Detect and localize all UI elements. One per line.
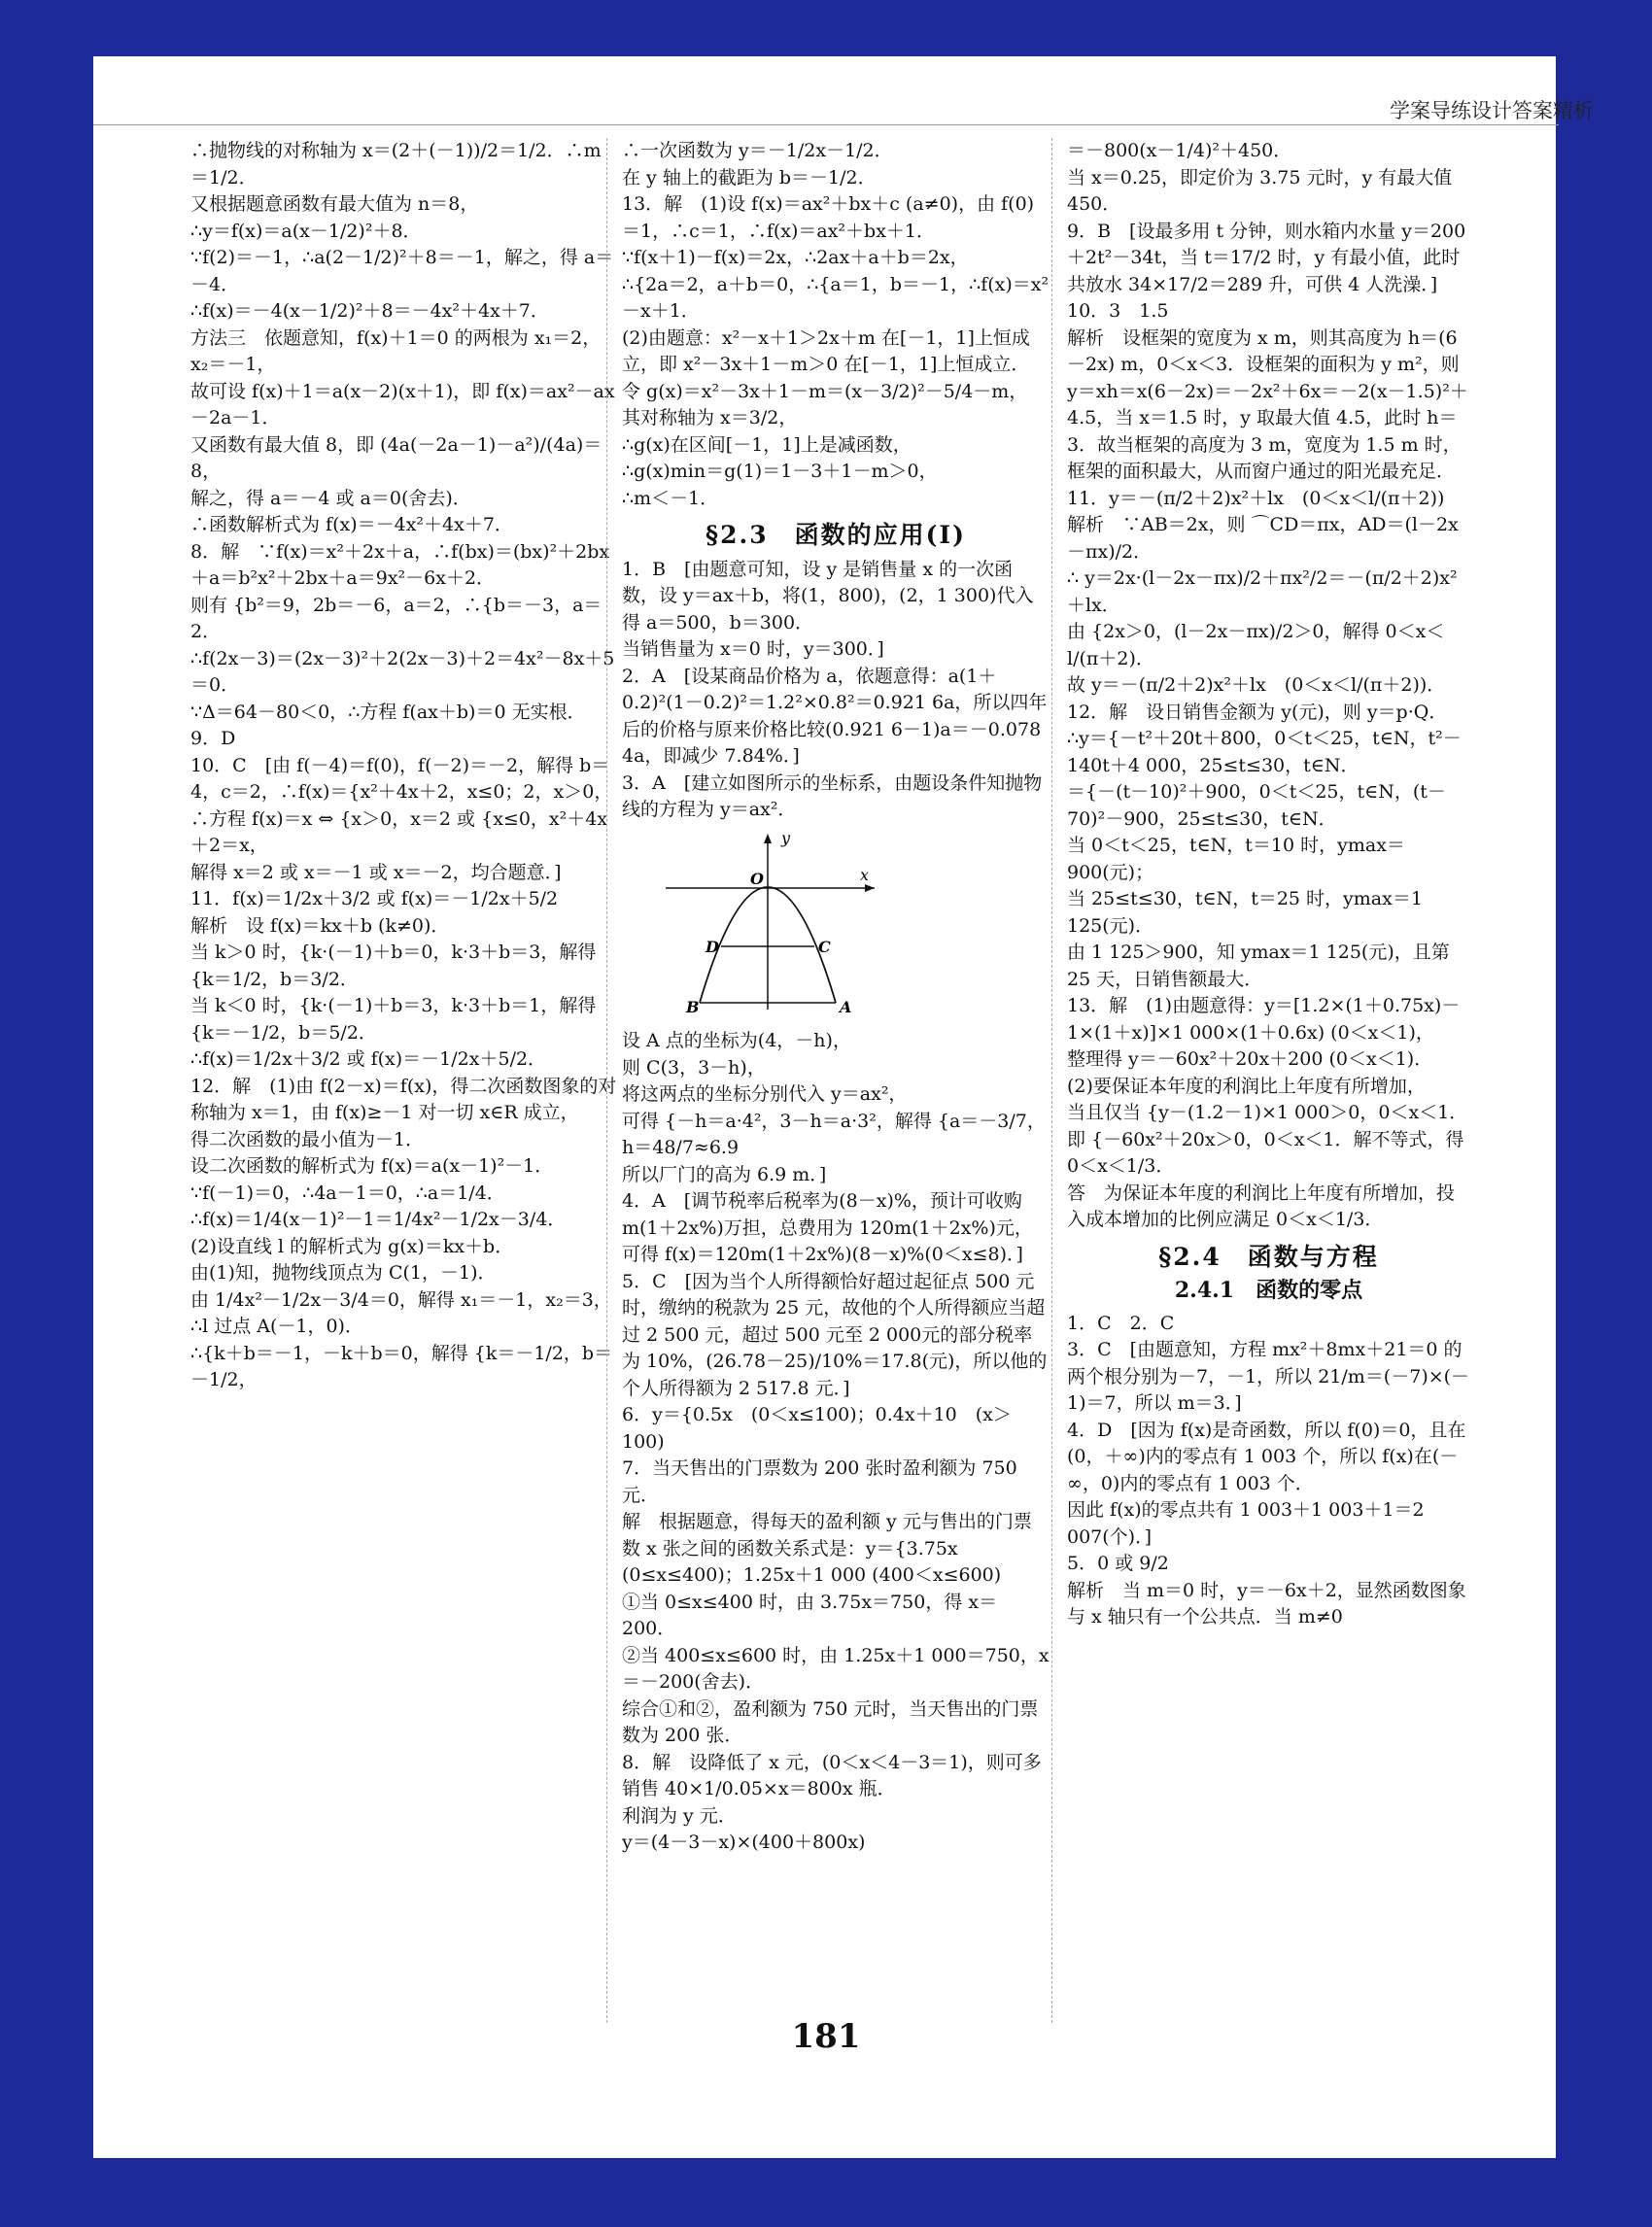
section-title-2-4: §2.4 函数与方程 [1158, 1242, 1379, 1271]
answer-line: 5．C [因为当个人所得额恰好超过起征点 500 元时，缴纳的税款为 25 元，故他的个人所得额应当超过 2 500 元，超过 500 元至 2 000元的部分税率为 10%，(26.78－25)/10%＝17.8(元)，所以他的个人所得额为 2 517.8 元．] [622, 1270, 1048, 1399]
answer-line: 11．y＝－(π/2＋2)x²＋lx (0＜x＜l/(π＋2)) [1067, 487, 1445, 509]
answer-line: ∴l 过点 A(－1，0)． [190, 1316, 363, 1337]
answer-line: 1．B [由题意可知，设 y 是销售量 x 的一次函数，设 y＝ax＋b，将(1，800)，(2，1 300)代入得 a＝500，b＝300． [622, 558, 1034, 634]
answer-line: 设二次函数的解析式为 f(x)＝a(x－1)²－1． [190, 1155, 554, 1177]
column-divider [1051, 138, 1052, 2023]
answer-line: ∵f(x＋1)－f(x)＝2x，∴2ax＋a＋b＝2x， [622, 247, 969, 268]
answer-line: 5．0 或 9/2 [1067, 1553, 1169, 1574]
answer-line: 又根据题意函数有最大值为 n＝8， [190, 193, 479, 215]
label-origin: O [750, 869, 764, 888]
answer-line: 9．B [设最多用 t 分钟，则水箱内水量 y＝200＋2t²－34t，当 t＝17/2 时，y 有最小值，此时共放水 34×17/2＝289 升，可供 4 人洗澡．] [1067, 220, 1466, 295]
answer-line: ∴函数解析式为 f(x)＝－4x²＋4x＋7． [190, 514, 513, 535]
answer-line: ∴y＝f(x)＝a(x－1/2)²＋8． [190, 220, 422, 242]
answer-line: 由 {2x＞0，(l－2x－πx)/2＞0，解得 0＜x＜l/(π＋2)． [1067, 621, 1445, 669]
answer-line: 2．A [设某商品价格为 a，依题意得：a(1＋0.2)²(1－0.2)²＝1.2²×0.8²＝0.921 6a，所以四年后的价格与原来价格比较(0.921 6－1)a＝－0.078 4a，即减少 7.84%．] [622, 665, 1048, 767]
answer-line: 得二次函数的最小值为－1． [190, 1128, 425, 1150]
column-1 [190, 138, 618, 1394]
answer-line: ①当 0≤x≤400 时，由 3.75x＝750，得 x＝200． [622, 1591, 998, 1639]
answer-line: 当 0＜t＜25，t∈N，t＝10 时，ymax＝900(元)； [1067, 835, 1405, 883]
answer-line: ∴g(x)min＝g(1)＝1－3＋1－m＞0， [622, 461, 938, 482]
answer-line: 1．C 2．C [1067, 1312, 1175, 1334]
answer-line: 故可设 f(x)＋1＝a(x－2)(x＋1)，即 f(x)＝ax²－ax－2a－1． [190, 380, 615, 428]
answer-line: 令 g(x)＝x²－3x＋1－m＝(x－3/2)²－5/4－m， [622, 380, 1028, 402]
answer-line: 13．解 (1)设 f(x)＝ax²＋bx＋c (a≠0)，由 f(0)＝1，∴c＝1，∴f(x)＝ax²＋bx＋1． [622, 193, 1035, 242]
answer-line: 当且仅当 {y－(1.2－1)×1 000＞0，0＜x＜1． [1067, 1102, 1468, 1123]
x-axis-arrow [865, 884, 875, 892]
answer-line: ∴f(2x－3)＝(2x－3)²＋2(2x－3)＋2＝4x²－8x＋5＝0． [190, 647, 615, 696]
answer-line: ∴f(x)＝1/2x＋3/2 或 f(x)＝－1/2x＋5/2． [190, 1048, 547, 1070]
answer-line: 12．解 (1)由 f(2－x)＝f(x)，得二次函数图象的对称轴为 x＝1，由 f(x)≥－1 对一切 x∈R 成立， [190, 1075, 617, 1123]
answer-line: ∵f(2)＝－1，∴a(2－1/2)²＋8＝－1，解之，得 a＝－4． [190, 247, 614, 295]
answer-line: ∴抛物线的对称轴为 x＝(2＋(－1))/2＝1/2．∴m＝1/2． [190, 140, 602, 188]
column-2-bottom [622, 1028, 1050, 1857]
answer-line: ＝－800(x－1/4)²＋450． [1067, 140, 1292, 161]
answer-line: 10．3 1.5 [1067, 300, 1169, 322]
answer-line: 解析 ∵AB＝2x，则 ⌒CD＝πx，AD＝(l－2x－πx)/2． [1067, 514, 1459, 563]
answer-line: 解析 当 m＝0 时，y＝－6x＋2，显然函数图象与 x 轴只有一个公共点．当 m≠0 [1067, 1579, 1466, 1627]
answer-line: 解之，得 a＝－4 或 a＝0(舍去)． [190, 487, 471, 509]
answer-line: ∴y＝{－t²＋20t＋800，0＜t＜25，t∈N，t²－140t＋4 000，25≤t≤30，t∈N． [1067, 728, 1462, 776]
answer-line: ∵f(－1)＝0，∴4a－1＝0，∴a＝1/4． [190, 1182, 505, 1204]
column-2 [622, 138, 1050, 1857]
answer-line: 解 根据题意，得每天的盈利额 y 元与售出的门票数 x 张之间的函数关系式是：y＝{3.75x (0≤x≤400)；1.25x＋1 000 (400＜x≤600) [622, 1511, 1032, 1586]
answer-line: 7．当天售出的门票数为 200 张时盈利额为 750 元． [622, 1457, 1017, 1506]
answer-line: ∴m＜－1． [622, 487, 719, 509]
column-3-top [1067, 138, 1470, 1234]
parabola-figure [661, 830, 1050, 1023]
answer-line: 所以厂门的高为 6.9 m．] [622, 1163, 827, 1185]
answer-line: 8．解 设降低了 x 元，(0＜x＜4－3＝1)，则可多销售 40×1/0.05×x＝800x 瓶． [622, 1751, 1042, 1799]
answer-line: 答 为保证本年度的利润比上年度有所增加，投入成本增加的比例应满足 0＜x＜1/3． [1067, 1182, 1456, 1230]
answer-line: ∴g(x)在区间[－1，1]上是减函数， [622, 433, 912, 456]
answer-line: 设 A 点的坐标为(4，－h)， [622, 1030, 851, 1051]
parabola-diagram [661, 830, 884, 1014]
answer-line: 3．C [由题意知，方程 mx²＋8mx＋21＝0 的两个根分别为－7，－1，所以 21/m＝(－7)×(－1)＝7，所以 m＝3．] [1067, 1339, 1470, 1414]
answer-line: 当 x＝0.25，即定价为 3.75 元时，y 有最大值 450． [1067, 166, 1453, 215]
answer-line: 4．A [调节税率后税率为(8－x)%，预计可收购 m(1＋2x%)万担，总费用为 120m(1＋2x%)元，可得 f(x)＝120m(1＋2x%)(8－x)%(0＜x≤8)．] [622, 1190, 1033, 1265]
answer-line: 当 k＜0 时，{k·(－1)＋b＝3，k·3＋b＝1，解得 {k＝－1/2，b＝5/2． [190, 995, 597, 1044]
answer-line: ∴ y＝2x·(l－2x－πx)/2＋πx²/2＝－(π/2＋2)x²＋lx． [1067, 567, 1458, 616]
answer-line: 可得 {－h＝a·4²，3－h＝a·3²，解得 {a＝－3/7，h＝48/7≈6.9 [622, 1110, 1046, 1158]
answer-line: ∴{k＋b＝－1，－k＋b＝0，解得 {k＝－1/2，b＝－1/2， [190, 1342, 613, 1390]
y-axis-arrow [764, 834, 772, 843]
answer-line: 由 1/4x²－1/2x－3/4＝0，解得 x₁＝－1，x₂＝3， [190, 1288, 612, 1311]
answer-line: 解析 设 f(x)＝kx＋b (k≠0)． [190, 914, 450, 937]
answer-line: y＝(4－3－x)×(400＋800x) [622, 1832, 866, 1853]
answer-line: 9．D [190, 728, 236, 749]
answer-line: 当销售量为 x＝0 时，y＝300．] [622, 638, 884, 660]
answer-line: 因此 f(x)的零点共有 1 003＋1 003＋1＝2 007(个)．] [1067, 1499, 1425, 1548]
answer-line: ∵Δ＝64－80＜0，∴方程 f(ax＋b)＝0 无实根． [190, 701, 586, 723]
page-header-title: 学案导练设计答案精析 [1390, 99, 1594, 122]
answer-line: 8．解 ∵f(x)＝x²＋2x＋a，∴f(bx)＝(bx)²＋2bx＋a＝b²x²＋2bx＋a＝9x²－6x＋2． [190, 540, 610, 589]
answer-line: 其对称轴为 x＝3/2， [622, 407, 798, 428]
answer-line: 当 k＞0 时，{k·(－1)＋b＝0，k·3＋b＝3，解得 {k＝1/2，b＝3/2． [190, 942, 597, 990]
answer-line: 4．D [因为 f(x)是奇函数，所以 f(0)＝0，且在(0，＋∞)内的零点有 1 003 个，所以 f(x)在(－∞，0)内的零点有 1 003 个． [1067, 1419, 1466, 1494]
header-divider [93, 124, 1559, 125]
answer-line: 利润为 y 元． [622, 1804, 737, 1827]
answer-line: 整理得 y＝－60x²＋20x＋200 (0＜x＜1)． [1067, 1048, 1433, 1070]
answer-line: 6．y＝{0.5x (0＜x≤100)；0.4x＋10 (x＞100) [622, 1404, 1012, 1453]
answer-line: 故 y＝－(π/2＋2)x²＋lx (0＜x＜l/(π＋2))． [1067, 674, 1446, 696]
answer-line: ②当 400≤x≤600 时，由 1.25x＋1 000＝750，x＝－200(舍去)． [622, 1644, 1050, 1693]
section-title-2-3: §2.3 函数的应用(Ⅰ) [706, 521, 966, 549]
subsection-title-2-4-1: 2.4.1 函数的零点 [1174, 1278, 1363, 1303]
answer-line: ＝{－(t－10)²＋900，0＜t＜25，t∈N，(t－70)²－900，25≤t≤30，t∈N． [1067, 781, 1446, 830]
answer-line: 则 C(3，3－h)， [622, 1056, 766, 1079]
answer-line: 当 25≤t≤30，t∈N，t＝25 时，ymax＝1 125(元)． [1067, 888, 1423, 937]
answer-line: ∴f(x)＝－4(x－1/2)²＋8＝－4x²＋4x＋7． [190, 300, 549, 322]
answer-line: ∴一次函数为 y＝－1/2x－1/2． [622, 140, 893, 161]
answer-line: (2)要保证本年度的利润比上年度有所增加， [1067, 1075, 1426, 1097]
answer-line: ∴f(x)＝1/4(x－1)²－1＝1/4x²－1/2x－3/4． [190, 1209, 567, 1230]
column-2-top [622, 138, 1050, 512]
answer-line: ∴方程 f(x)＝x ⇔ {x＞0，x＝2 或 {x≤0，x²＋4x＋2＝x， [190, 807, 608, 856]
answer-line: 解析 设框架的宽度为 x m，则其高度为 h＝(6－2x) m，0＜x＜3．设框架的面积为 y m²，则 y＝xh＝x(6－2x)＝－2x²＋6x＝－2(x－1.5)²＋4.5，当 x＝1.5 时，y 取最大值 4.5，此时 h＝3．故当框架的高度为 3 m，宽度为 1.5 m 时，框架的面积最大，从而窗户通过的阳光最充足． [1067, 326, 1468, 482]
answer-line: 则有 {b²＝9，2b＝－6，a＝2，∴{b＝－3，a＝2． [190, 594, 602, 642]
answer-line: 又函数有最大值 8，即 (4a(－2a－1)－a²)/(4a)＝8， [190, 433, 602, 482]
column-2-middle [622, 557, 1050, 824]
page-number: 181 [791, 2017, 861, 2056]
answer-line: 即 {－60x²＋20x＞0，0＜x＜1．解不等式，得 0＜x＜1/3． [1067, 1128, 1464, 1177]
answer-line: (2)由题意：x²－x＋1＞2x＋m 在[－1，1]上恒成立，即 x²－3x＋1－m＞0 在[－1，1]上恒成立． [622, 326, 1030, 375]
answer-line: 3．A [建立如图所示的坐标系，由题设条件知抛物线的方程为 y＝ax²． [622, 771, 1043, 820]
answer-line: 方法三 依题意知，f(x)＋1＝0 的两根为 x₁＝2，x₂＝－1， [190, 326, 602, 375]
column-divider [606, 138, 607, 2023]
answer-line: 10．C [由 f(－4)＝f(0)，f(－2)＝－2，解得 b＝4，c＝2，∴f(x)＝{x²＋4x＋2，x≤0；2，x＞0， [190, 754, 613, 803]
answer-line: 11．f(x)＝1/2x＋3/2 或 f(x)＝－1/2x＋5/2 [190, 888, 559, 909]
answer-line: 由 1 125＞900，知 ymax＝1 125(元)，且第 25 天，日销售额最大． [1067, 942, 1450, 990]
answer-line: 综合①和②，盈利额为 750 元时，当天售出的门票数为 200 张． [622, 1697, 1039, 1746]
label-a: A [840, 997, 852, 1014]
answer-line: ∴{2a＝2，a＋b＝0，∴{a＝1，b＝－1，∴f(x)＝x²－x＋1． [622, 273, 1050, 322]
answer-line: 解得 x＝2 或 x＝－1 或 x＝－2，均合题意．] [190, 861, 562, 883]
answer-line: 将这两点的坐标分别代入 y＝ax²， [622, 1083, 908, 1105]
column-3 [1067, 138, 1470, 1631]
answer-line: 12．解 设日销售金额为 y(元)，则 y＝p·Q． [1067, 701, 1448, 723]
column-3-bottom [1067, 1311, 1470, 1631]
label-x: x [860, 865, 870, 884]
answer-line: (2)设直线 l 的解析式为 g(x)＝kx＋b． [190, 1235, 514, 1257]
label-d: D [706, 937, 719, 956]
answer-line: 在 y 轴上的截距为 b＝－1/2． [622, 166, 877, 188]
answer-line: 由(1)知，抛物线顶点为 C(1，－1)． [190, 1262, 497, 1284]
label-y: y [781, 829, 791, 847]
label-b: B [686, 997, 700, 1014]
answer-line: 13．解 (1)由题意得：y＝[1.2×(1＋0.75x)－1×(1＋x)]×1 000×(1＋0.6x) (0＜x＜1)， [1067, 995, 1461, 1044]
label-c: C [818, 937, 831, 956]
